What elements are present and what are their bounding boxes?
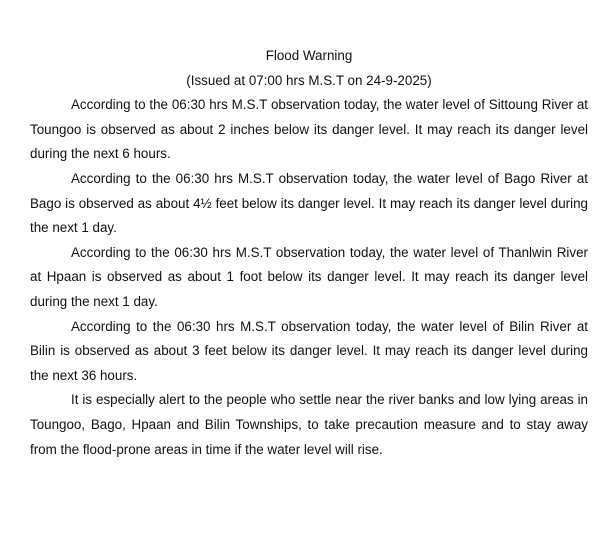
paragraph-alert: It is especially alert to the people who settle near the river banks and low lying areas in Toungoo, Bago, Hpaan and Bilin Townships, to take precaution measure and to stay away from the flood-prone areas in time if the water level will rise. (30, 392, 588, 457)
paragraph-bago: According to the 06:30 hrs M.S.T observation today, the water level of Bago River at Bago is observed as about 4½ feet below its danger level. It may reach its danger level during the next 1 day. (30, 170, 588, 236)
paragraph-thanlwin: According to the 06:30 hrs M.S.T observation today, the water level of Thanlwin River at Hpaan is observed as about 1 foot below its danger level. It may reach its danger level during the next 1 day. (30, 244, 588, 309)
flood-warning-document (30, 44, 588, 462)
document-title: Flood Warning (265, 48, 353, 63)
paragraph-bilin: According to the 06:30 hrs M.S.T observation today, the water level of Bilin River at Bilin is observed as about 3 feet below its danger level. It may reach its danger level during the next 36 hours. (30, 318, 588, 383)
paragraph-sittoung: According to the 06:30 hrs M.S.T observation today, the water level of Sittoung River at Toungoo is observed as about 2 inches below its danger level. It may reach its danger level during the next 6 hours. (30, 97, 588, 162)
issued-timestamp: (Issued at 07:00 hrs M.S.T on 24-9-2025) (186, 72, 432, 88)
